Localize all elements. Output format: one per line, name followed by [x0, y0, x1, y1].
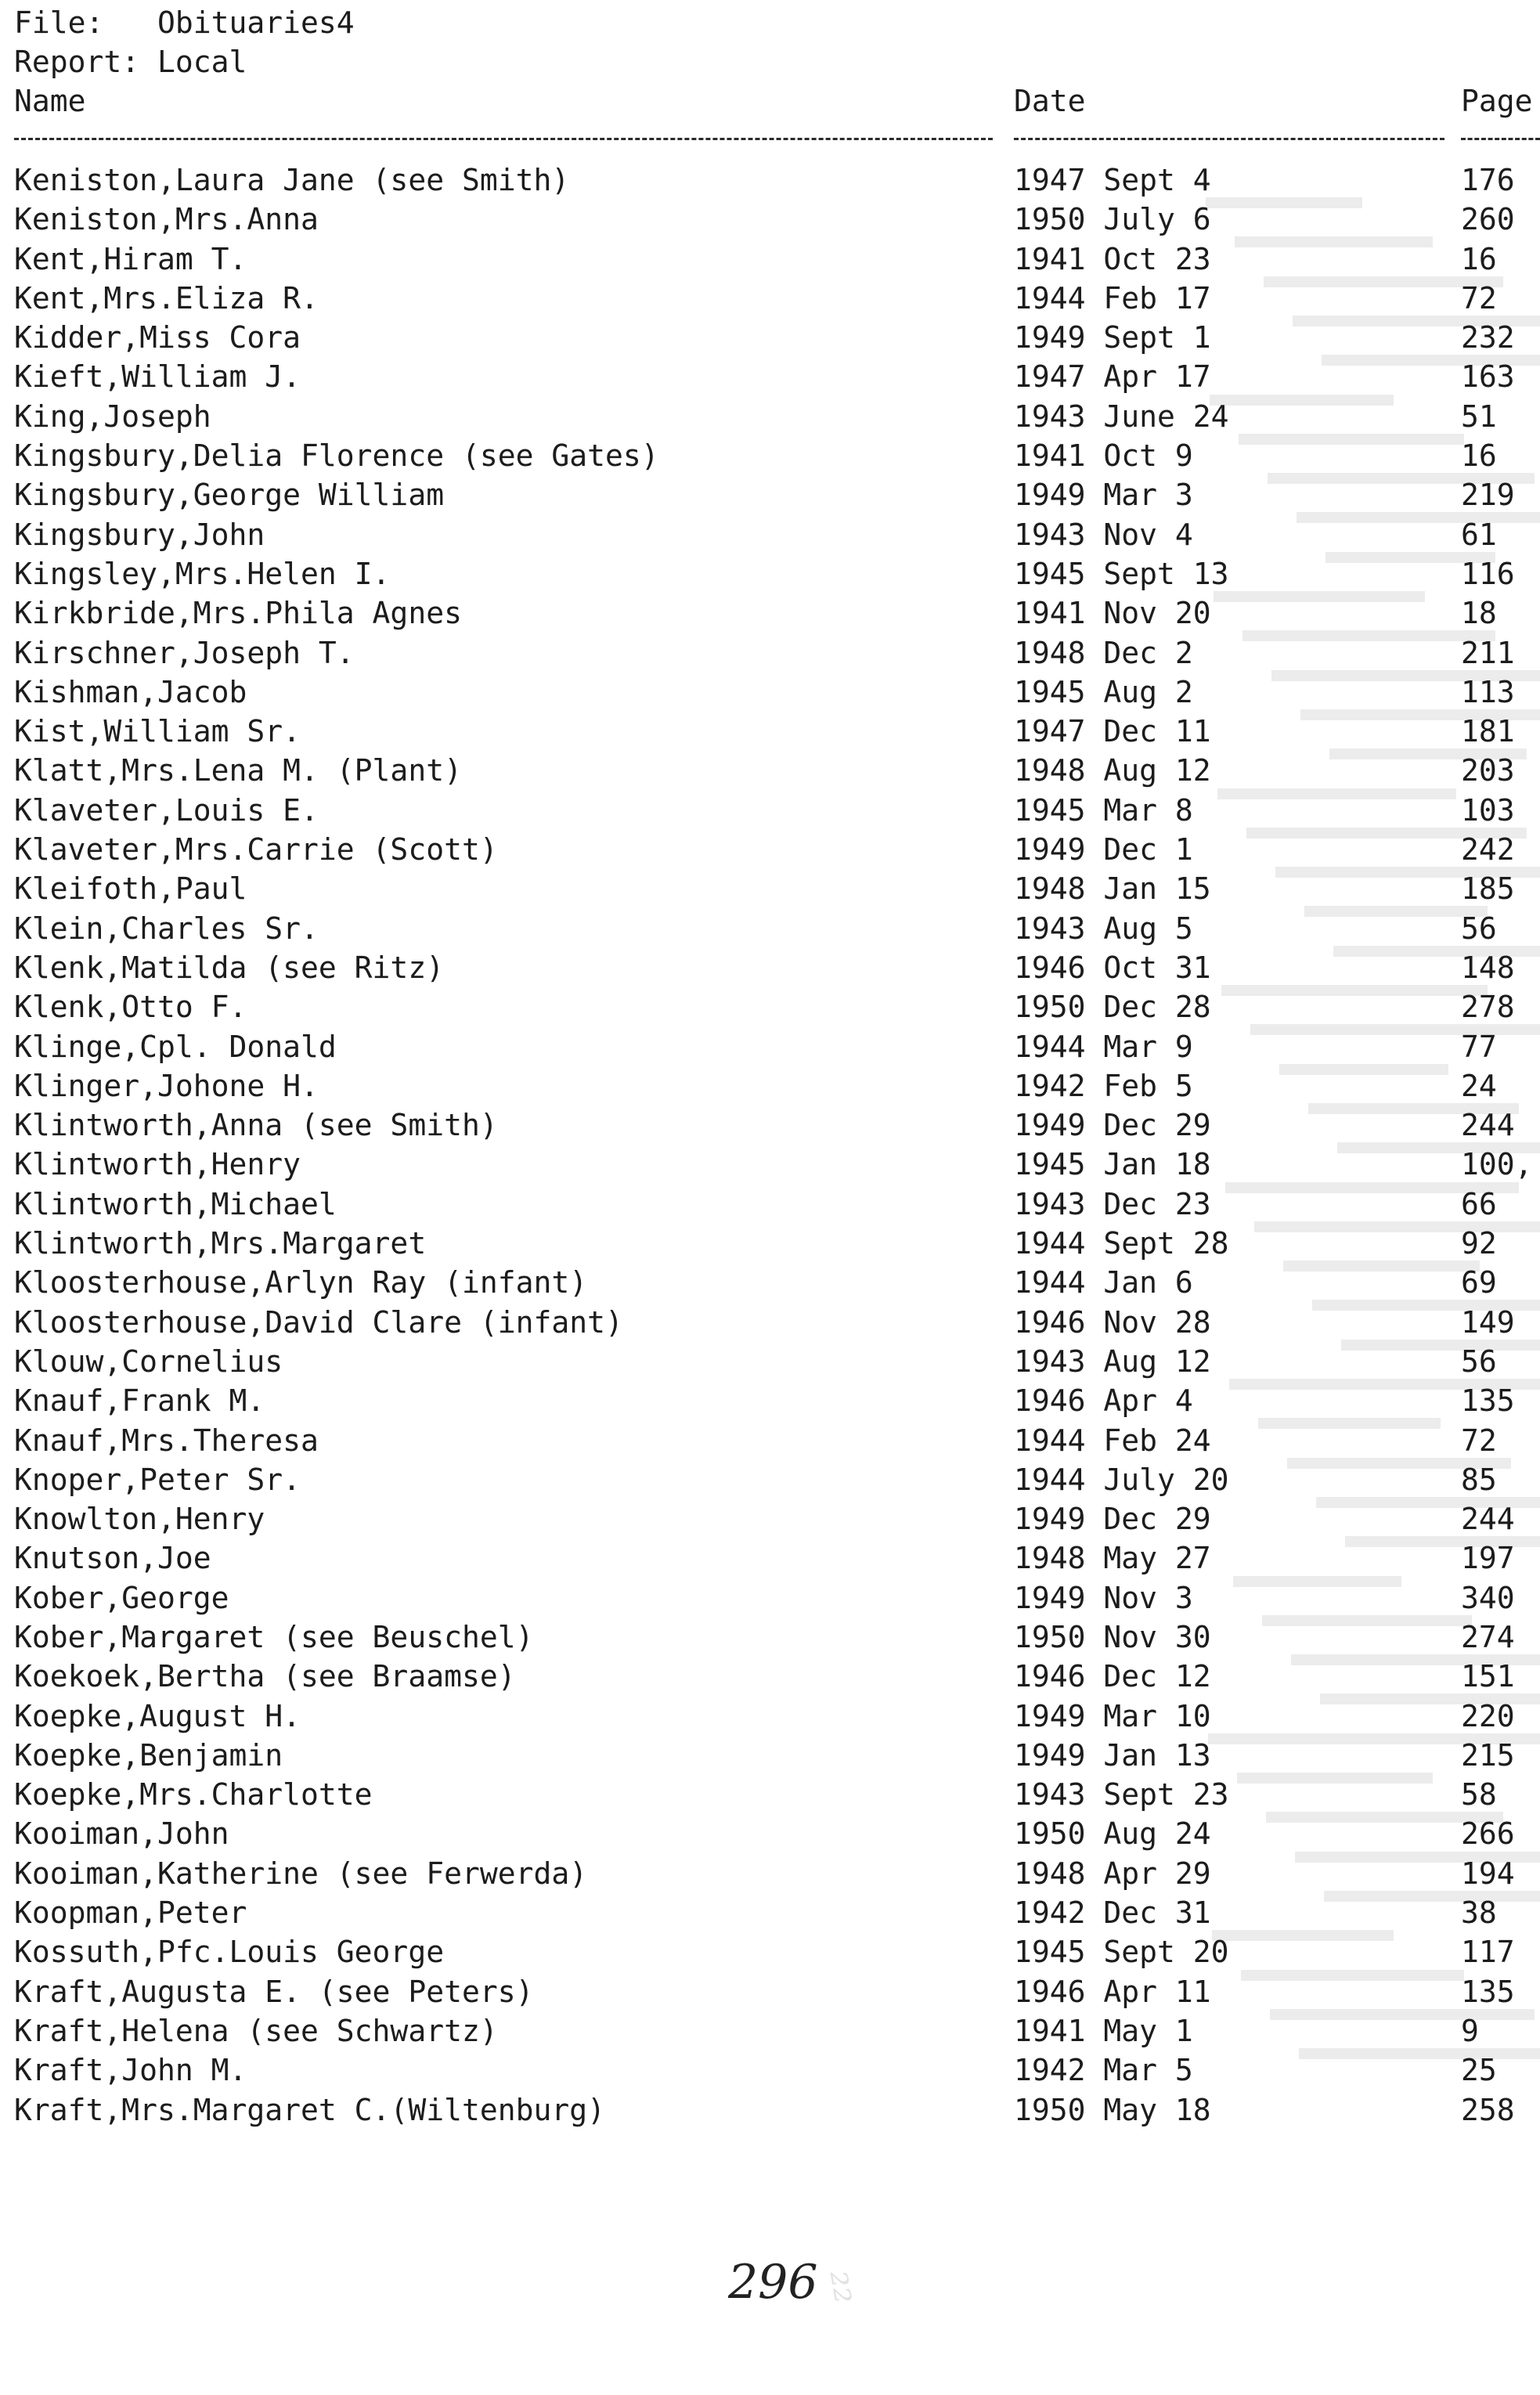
entry-page: 69	[1461, 1265, 1497, 1300]
table-row	[0, 397, 1540, 436]
entry-date: 1943 Aug 5	[1014, 911, 1193, 946]
entry-date: 1949 Mar 10	[1014, 1698, 1211, 1733]
entry-name: Knauf,Frank M.	[14, 1383, 265, 1419]
table-row	[0, 1578, 1540, 1618]
entry-name: Klein,Charles Sr.	[14, 911, 319, 946]
table-row	[0, 1854, 1540, 1893]
table-row	[0, 1342, 1540, 1381]
entry-date: 1949 Sept 1	[1014, 320, 1211, 355]
table-row	[0, 357, 1540, 396]
table-row	[0, 1421, 1540, 1460]
entry-name: Klintworth,Anna (see Smith)	[14, 1108, 498, 1143]
entry-name: Keniston,Laura Jane (see Smith)	[14, 163, 570, 197]
entry-name: Kraft,Mrs.Margaret C.(Wiltenburg)	[14, 2092, 605, 2127]
entry-name: Klouw,Cornelius	[14, 1344, 283, 1379]
entry-name: Koepke,August H.	[14, 1698, 301, 1733]
entry-date: 1949 Dec 29	[1014, 1502, 1211, 1537]
table-row	[0, 1932, 1540, 1971]
file-line	[14, 5, 355, 40]
entry-date: 1947 Dec 11	[1014, 714, 1211, 749]
column-header-date: Date	[1014, 84, 1086, 118]
entry-page: 176	[1461, 163, 1515, 197]
entry-name: Kingsbury,George William	[14, 478, 445, 513]
table-row	[0, 1185, 1540, 1224]
entry-name: Klinger,Johone H.	[14, 1068, 319, 1103]
table-row	[0, 1893, 1540, 1932]
table-row	[0, 869, 1540, 908]
table-row	[0, 1460, 1540, 1499]
entry-date: 1942 Feb 5	[1014, 1068, 1193, 1103]
entry-page: 135	[1461, 1974, 1515, 2009]
entry-date: 1947 Sept 4	[1014, 163, 1211, 197]
table-row	[0, 1106, 1540, 1145]
entry-date: 1945 Aug 2	[1014, 674, 1193, 709]
entry-date: 1949 Dec 1	[1014, 832, 1193, 867]
table-row	[0, 987, 1540, 1026]
entry-name: Klenk,Otto F.	[14, 990, 247, 1025]
obituary-list	[0, 161, 1540, 2130]
table-row	[0, 240, 1540, 279]
entry-name: Kober,Margaret (see Beuschel)	[14, 1619, 534, 1654]
table-row	[0, 830, 1540, 869]
entry-name: Koekoek,Bertha (see Braamse)	[14, 1659, 516, 1694]
table-row	[0, 1145, 1540, 1184]
entry-date: 1949 Jan 13	[1014, 1737, 1211, 1773]
entry-page: 85	[1461, 1462, 1497, 1497]
entry-name: Kraft,Augusta E. (see Peters)	[14, 1974, 534, 2009]
entry-date: 1950 Nov 30	[1014, 1619, 1211, 1654]
entry-page: 16	[1461, 241, 1497, 276]
entry-date: 1946 Dec 12	[1014, 1659, 1211, 1694]
table-row	[0, 1814, 1540, 1853]
entry-name: Klintworth,Mrs.Margaret	[14, 1226, 427, 1261]
entry-date: 1948 Aug 12	[1014, 753, 1211, 788]
entry-page: 18	[1461, 596, 1497, 631]
entry-date: 1946 Nov 28	[1014, 1304, 1211, 1340]
entry-date: 1945 Mar 8	[1014, 792, 1193, 828]
entry-page: 266	[1461, 1816, 1515, 1852]
entry-date: 1943 June 24	[1014, 399, 1229, 434]
entry-page: 113	[1461, 674, 1515, 709]
table-row	[0, 1499, 1540, 1538]
entry-date: 1945 Sept 13	[1014, 556, 1229, 591]
table-row	[0, 751, 1540, 790]
entry-name: Kossuth,Pfc.Louis George	[14, 1935, 445, 1970]
entry-date: 1946 Oct 31	[1014, 950, 1211, 985]
entry-date: 1950 July 6	[1014, 202, 1211, 237]
entry-name: Klinge,Cpl. Donald	[14, 1029, 337, 1064]
entry-page: 56	[1461, 911, 1497, 946]
entry-name: Knoper,Peter Sr.	[14, 1462, 301, 1497]
entry-page: 149	[1461, 1304, 1515, 1340]
entry-name: Kooiman,John	[14, 1816, 229, 1852]
entry-name: Klenk,Matilda (see Ritz)	[14, 950, 445, 985]
table-row	[0, 279, 1540, 318]
entry-name: Kent,Hiram T.	[14, 241, 247, 276]
entry-date: 1941 Oct 23	[1014, 241, 1211, 276]
page-column-rule	[1461, 138, 1540, 140]
entry-date: 1949 Mar 3	[1014, 478, 1193, 513]
entry-date: 1949 Dec 29	[1014, 1108, 1211, 1143]
entry-page: 258	[1461, 2092, 1515, 2127]
bleed-through-folio: ₂₂	[820, 2266, 873, 2307]
report-value: Local	[157, 45, 247, 79]
entry-page: 340	[1461, 1580, 1515, 1615]
entry-name: Kraft,John M.	[14, 2053, 247, 2088]
table-row	[0, 1618, 1540, 1657]
entry-page: 185	[1461, 871, 1515, 907]
table-row	[0, 1775, 1540, 1814]
entry-page: 232	[1461, 320, 1515, 355]
entry-page: 92	[1461, 1226, 1497, 1261]
entry-page: 219	[1461, 478, 1515, 513]
entry-date: 1943 Nov 4	[1014, 517, 1193, 552]
entry-date: 1944 Mar 9	[1014, 1029, 1193, 1064]
column-header-name: Name	[14, 84, 86, 118]
entry-name: Kingsbury,John	[14, 517, 265, 552]
report-line	[14, 47, 247, 77]
entry-page: 211	[1461, 635, 1515, 670]
table-row	[0, 200, 1540, 239]
table-row	[0, 1657, 1540, 1696]
entry-page: 61	[1461, 517, 1497, 552]
table-row	[0, 515, 1540, 554]
table-row	[0, 909, 1540, 948]
entry-name: Klaveter,Mrs.Carrie (Scott)	[14, 832, 498, 867]
entry-name: Kleifoth,Paul	[14, 871, 247, 907]
entry-page: 135	[1461, 1383, 1515, 1419]
entry-page: 278	[1461, 990, 1515, 1025]
entry-page: 77	[1461, 1029, 1497, 1064]
table-row	[0, 1736, 1540, 1775]
entry-page: 25	[1461, 2053, 1497, 2088]
entry-name: Kingsley,Mrs.Helen I.	[14, 556, 391, 591]
table-row	[0, 1538, 1540, 1578]
entry-page: 274	[1461, 1619, 1515, 1654]
table-row	[0, 593, 1540, 633]
entry-date: 1941 Oct 9	[1014, 438, 1193, 474]
table-row	[0, 161, 1540, 200]
entry-date: 1943 Sept 23	[1014, 1777, 1229, 1812]
entry-name: Kirschner,Joseph T.	[14, 635, 355, 670]
date-column-rule	[1014, 138, 1444, 140]
table-row	[0, 1066, 1540, 1106]
table-row	[0, 673, 1540, 712]
entry-page: 242	[1461, 832, 1515, 867]
entry-page: 181	[1461, 714, 1515, 749]
entry-date: 1944 Feb 24	[1014, 1423, 1211, 1458]
entry-name: Knowlton,Henry	[14, 1502, 265, 1537]
entry-name: Kooiman,Katherine (see Ferwerda)	[14, 1856, 588, 1891]
table-row	[0, 791, 1540, 830]
entry-date: 1942 Mar 5	[1014, 2053, 1193, 2088]
name-column-rule	[14, 138, 993, 140]
entry-name: Kent,Mrs.Eliza R.	[14, 280, 319, 316]
table-row	[0, 436, 1540, 475]
entry-page: 51	[1461, 399, 1497, 434]
table-row	[0, 1224, 1540, 1263]
entry-name: Kist,William Sr.	[14, 714, 301, 749]
entry-date: 1945 Jan 18	[1014, 1147, 1211, 1182]
entry-date: 1948 Dec 2	[1014, 635, 1193, 670]
entry-date: 1946 Apr 4	[1014, 1383, 1193, 1419]
entry-page: 56	[1461, 1344, 1497, 1379]
entry-date: 1948 May 27	[1014, 1541, 1211, 1576]
entry-name: Kober,George	[14, 1580, 229, 1615]
table-row	[0, 1027, 1540, 1066]
entry-page: 194	[1461, 1856, 1515, 1891]
entry-name: Klintworth,Michael	[14, 1186, 337, 1221]
entry-name: Koepke,Mrs.Charlotte	[14, 1777, 373, 1812]
entry-page: 244	[1461, 1502, 1515, 1537]
entry-name: Keniston,Mrs.Anna	[14, 202, 319, 237]
entry-date: 1944 July 20	[1014, 1462, 1229, 1497]
entry-name: Kidder,Miss Cora	[14, 320, 301, 355]
entry-date: 1941 Nov 20	[1014, 596, 1211, 631]
table-row	[0, 318, 1540, 357]
entry-page: 9	[1461, 2013, 1479, 2048]
entry-name: Klintworth,Henry	[14, 1147, 301, 1182]
entry-date: 1950 May 18	[1014, 2092, 1211, 2127]
entry-name: Kloosterhouse,Arlyn Ray (infant)	[14, 1265, 588, 1300]
entry-name: Knauf,Mrs.Theresa	[14, 1423, 319, 1458]
entry-name: Kraft,Helena (see Schwartz)	[14, 2013, 498, 2048]
report-label: Report:	[14, 45, 140, 79]
entry-date: 1944 Feb 17	[1014, 280, 1211, 316]
entry-page: 163	[1461, 359, 1515, 395]
table-row	[0, 2011, 1540, 2051]
table-row	[0, 554, 1540, 593]
table-row	[0, 1972, 1540, 2011]
entry-page: 203	[1461, 753, 1515, 788]
table-row	[0, 1303, 1540, 1342]
entry-page: 58	[1461, 1777, 1497, 1812]
entry-date: 1947 Apr 17	[1014, 359, 1211, 395]
entry-page: 215	[1461, 1737, 1515, 1773]
entry-date: 1946 Apr 11	[1014, 1974, 1211, 2009]
entry-name: Kieft,William J.	[14, 359, 301, 395]
entry-name: Kingsbury,Delia Florence (see Gates)	[14, 438, 659, 474]
entry-page: 260	[1461, 202, 1515, 237]
table-row	[0, 1697, 1540, 1736]
table-row	[0, 2090, 1540, 2130]
entry-page: 116	[1461, 556, 1515, 591]
column-header-page: Page	[1461, 84, 1533, 118]
entry-page: 103	[1461, 792, 1515, 828]
table-row	[0, 712, 1540, 751]
entry-date: 1941 May 1	[1014, 2013, 1193, 2048]
entry-page: 220	[1461, 1698, 1515, 1733]
entry-date: 1948 Jan 15	[1014, 871, 1211, 907]
entry-name: Klaveter,Louis E.	[14, 792, 319, 828]
entry-date: 1943 Dec 23	[1014, 1186, 1211, 1221]
entry-date: 1943 Aug 12	[1014, 1344, 1211, 1379]
entry-name: Kloosterhouse,David Clare (infant)	[14, 1304, 623, 1340]
file-label: File:	[14, 5, 104, 40]
entry-page: 148	[1461, 950, 1515, 985]
entry-page: 197	[1461, 1541, 1515, 1576]
entry-page: 72	[1461, 280, 1497, 316]
entry-name: Kishman,Jacob	[14, 674, 247, 709]
entry-date: 1950 Aug 24	[1014, 1816, 1211, 1852]
entry-name: Koepke,Benjamin	[14, 1737, 283, 1773]
entry-date: 1942 Dec 31	[1014, 1895, 1211, 1931]
entry-page: 66	[1461, 1186, 1497, 1221]
page-number-handwritten: 296	[728, 2255, 818, 2310]
entry-name: Kirkbride,Mrs.Phila Agnes	[14, 596, 462, 631]
entry-name: Knutson,Joe	[14, 1541, 211, 1576]
entry-page: 117	[1461, 1935, 1515, 1970]
entry-date: 1945 Sept 20	[1014, 1935, 1229, 1970]
entry-date: 1944 Jan 6	[1014, 1265, 1193, 1300]
table-row	[0, 1263, 1540, 1302]
entry-date: 1944 Sept 28	[1014, 1226, 1229, 1261]
table-row	[0, 475, 1540, 514]
file-value: Obituaries4	[157, 5, 355, 40]
entry-page: 24	[1461, 1068, 1497, 1103]
table-row	[0, 948, 1540, 987]
entry-page: 244	[1461, 1108, 1515, 1143]
entry-page: 100,	[1461, 1147, 1533, 1182]
table-row	[0, 1381, 1540, 1420]
entry-page: 151	[1461, 1659, 1515, 1694]
entry-name: Koopman,Peter	[14, 1895, 247, 1931]
entry-date: 1948 Apr 29	[1014, 1856, 1211, 1891]
entry-page: 16	[1461, 438, 1497, 474]
entry-name: Klatt,Mrs.Lena M. (Plant)	[14, 753, 462, 788]
entry-page: 38	[1461, 1895, 1497, 1931]
entry-name: King,Joseph	[14, 399, 211, 434]
table-row	[0, 2051, 1540, 2090]
entry-page: 72	[1461, 1423, 1497, 1458]
table-row	[0, 633, 1540, 673]
entry-date: 1949 Nov 3	[1014, 1580, 1193, 1615]
entry-date: 1950 Dec 28	[1014, 990, 1211, 1025]
